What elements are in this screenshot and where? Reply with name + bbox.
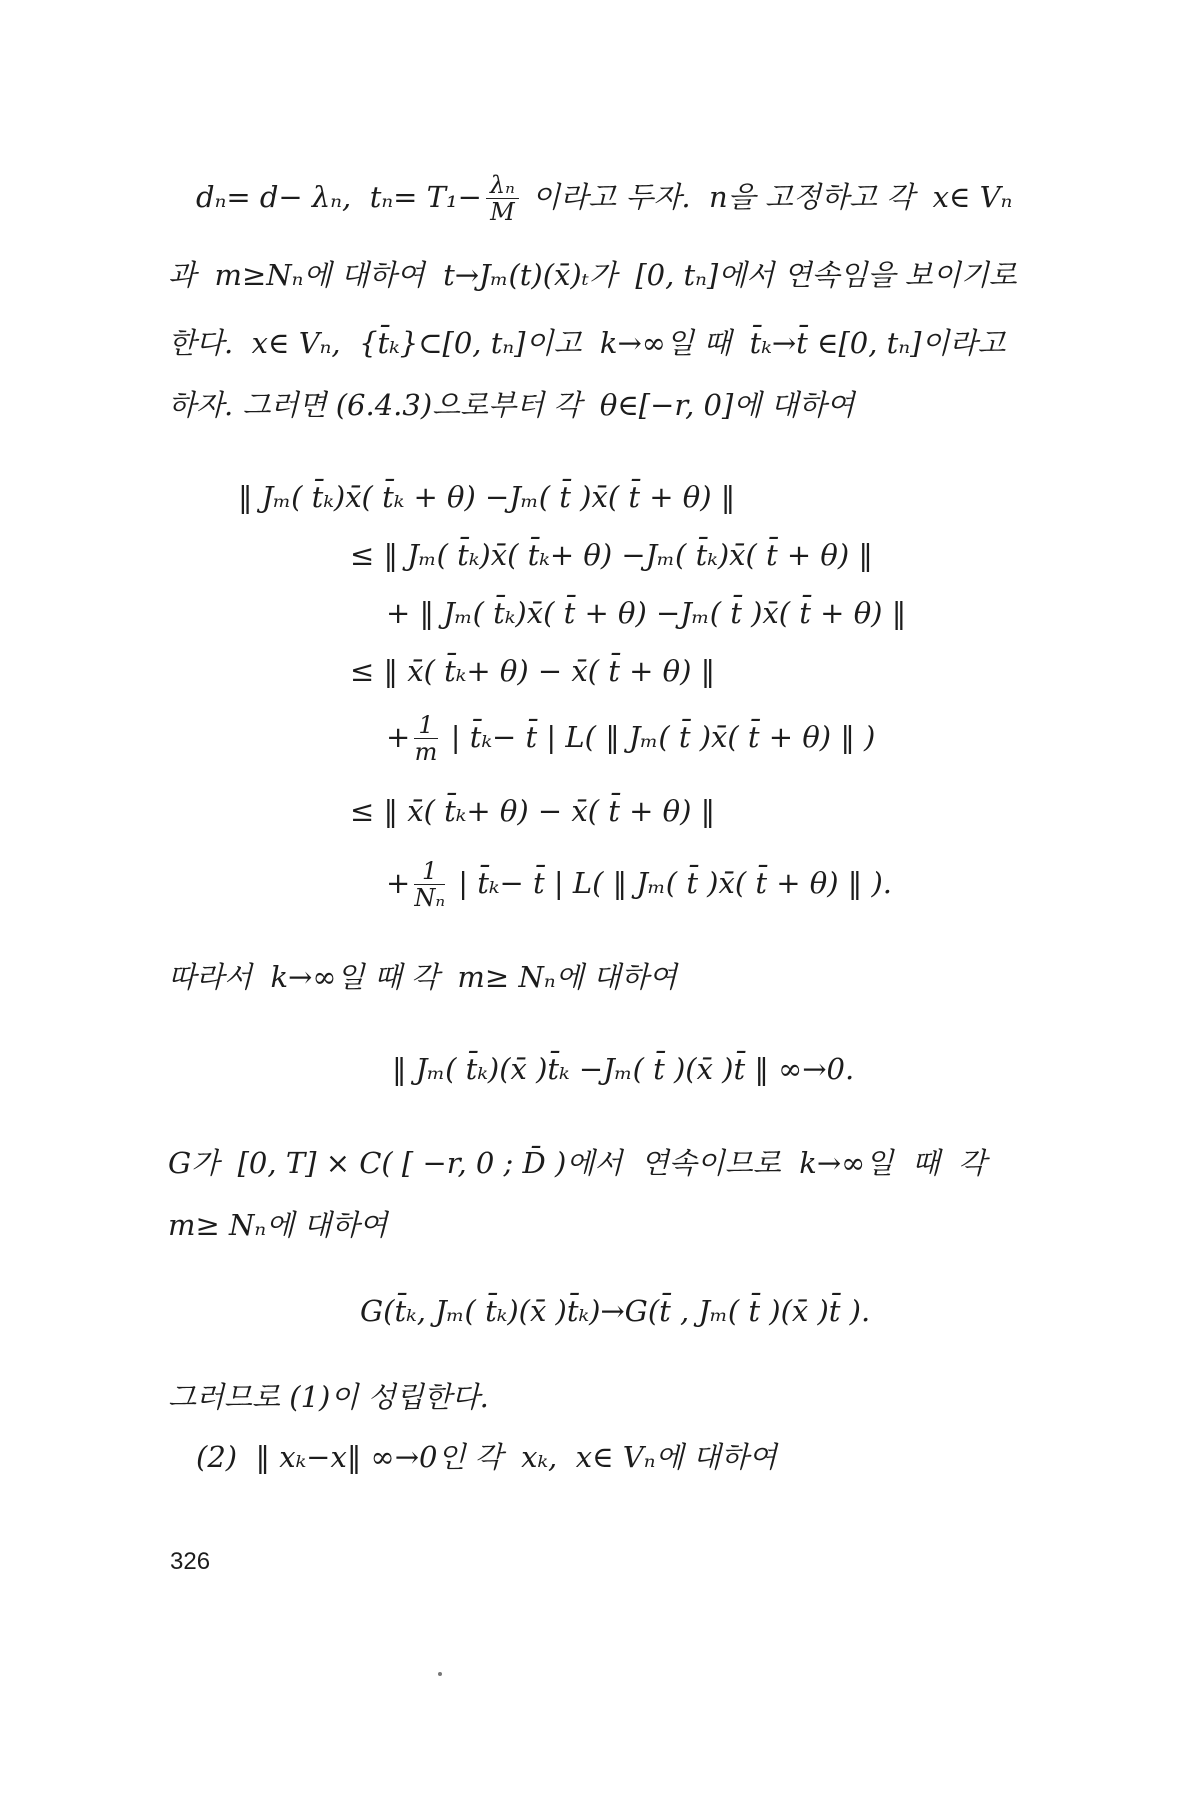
equation-line-9: G(t̄ₖ, Jₘ( t̄ₖ)(x̄ )t̄ₖ)→G(t̄ , Jₘ( t̄ )(x̄ )t̄ ). <box>360 1294 871 1328</box>
text-line-2: 과 m≥Nₙ에 대하여 t→Jₘ(t)(x̄)ₜ가 [0, tₙ]에서 연속임을 보이기로 <box>168 258 1017 292</box>
equation-line-8: ‖ Jₘ( t̄ₖ)(x̄ )t̄ₖ −Jₘ( t̄ )(x̄ )t̄ ‖ ∞→0. <box>392 1052 855 1086</box>
equation-line-4: ≤ ‖ x̄( t̄ₖ+ θ) − x̄( t̄ + θ) ‖ <box>350 654 716 688</box>
scan-speck <box>438 1672 442 1676</box>
fraction-denominator: Nₙ <box>414 884 446 913</box>
text-line-9: (2) ‖ xₖ−x‖ ∞→0인 각 xₖ, x∈ Vₙ에 대하여 <box>196 1440 777 1474</box>
equation-line-5-tail: | t̄ₖ− t̄ | L( ‖ Jₘ( t̄ )x̄( t̄ + θ) ‖ ) <box>441 719 876 754</box>
fraction-lambda-over-M <box>486 172 519 226</box>
text-line-8: 그러므로 (1)이 성립한다. <box>168 1380 489 1414</box>
text-line-5: 따라서 k→∞일 때 각 m≥ Nₙ에 대하여 <box>168 960 677 994</box>
fraction-denominator: m <box>414 738 438 767</box>
fraction-one-over-m <box>414 712 437 766</box>
equation-line-1: ‖ Jₘ( t̄ₖ)x̄( t̄ₖ + θ) −Jₘ( t̄ )x̄( t̄ + θ) ‖ <box>238 480 736 514</box>
equation-line-7-tail: | t̄ₖ− t̄ | L( ‖ Jₘ( t̄ )x̄( t̄ + θ) ‖ ). <box>449 865 893 900</box>
text-line-4: 하자. 그러면 (6.4.3)으로부터 각 θ∈[−r, 0]에 대하여 <box>168 388 855 422</box>
text-line-3: 한다. x∈ Vₙ, {t̄ₖ}⊂[0, tₙ]이고 k→∞일 때 t̄ₖ→t̄ ∈[0, tₙ]이라고 <box>168 326 1006 360</box>
equation-line-3: + ‖ Jₘ( t̄ₖ)x̄( t̄ + θ) −Jₘ( t̄ )x̄( t̄ + θ) ‖ <box>386 596 907 630</box>
text-line-1-tail: 이라고 두자. n을 고정하고 각 x∈ Vₙ <box>522 179 1013 214</box>
plus-sign: + <box>386 865 411 900</box>
equation-line-2: ≤ ‖ Jₘ( t̄ₖ)x̄( t̄ₖ+ θ) −Jₘ( t̄ₖ)x̄( t̄ + θ) ‖ <box>350 538 873 572</box>
text-line-1 <box>196 172 1012 226</box>
fraction-numerator: 1 <box>414 858 445 885</box>
page-number: 326 <box>170 1548 211 1575</box>
equation-line-5 <box>386 712 875 766</box>
fraction-numerator: 1 <box>414 712 437 739</box>
plus-sign: + <box>386 719 411 754</box>
fraction-one-over-Nn <box>414 858 445 912</box>
fraction-denominator: M <box>490 198 515 227</box>
text-line-6: G가 [0, T] × C( [ −r, 0 ; D̄ )에서 연속이므로 k→∞일 때 각 <box>168 1146 987 1180</box>
equation-line-6: ≤ ‖ x̄( t̄ₖ+ θ) − x̄( t̄ + θ) ‖ <box>350 794 716 828</box>
fraction-numerator: λₙ <box>486 172 519 199</box>
text-line-1-lead: dₙ= d− λₙ, tₙ= T₁− <box>196 179 482 214</box>
text-line-7: m≥ Nₙ에 대하여 <box>168 1208 388 1242</box>
equation-line-7 <box>386 858 892 912</box>
